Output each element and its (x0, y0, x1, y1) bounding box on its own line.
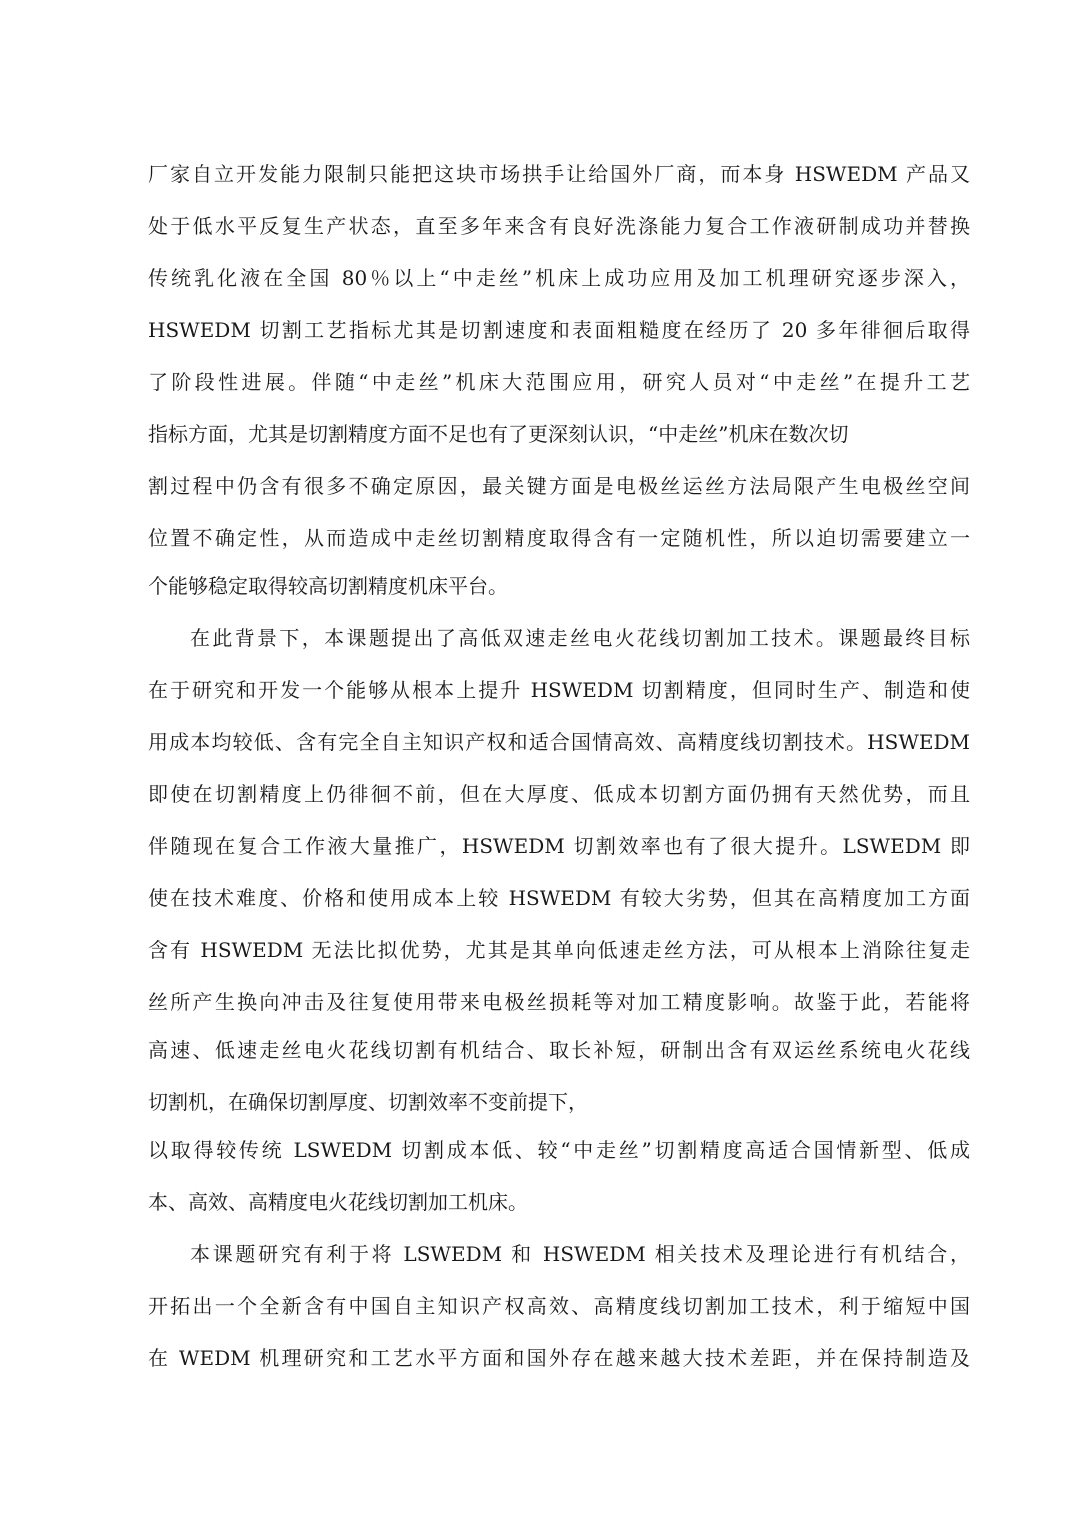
text-line: 割过程中仍含有很多不确定原因，最关键方面是电极丝运丝方法局限产生电极丝空间 (148, 474, 970, 498)
text-line: 在于研究和开发一个能够从根本上提升 HSWEDM 切割精度，但同时生产、制造和使 (148, 678, 970, 702)
text-line: 厂家自立开发能力限制只能把这块市场拱手让给国外厂商，而本身 HSWEDM 产品又 (148, 162, 970, 186)
text-line: 开拓出一个全新含有中国自主知识产权高效、高精度线切割加工技术，利于缩短中国 (148, 1294, 970, 1318)
text-line: 指标方面，尤其是切割精度方面不足也有了更深刻认识，“中走丝”机床在数次切 (148, 422, 849, 446)
text-line: 本课题研究有利于将 LSWEDM 和 HSWEDM 相关技术及理论进行有机结合， (190, 1242, 970, 1266)
text-line: 在 WEDM 机理研究和工艺水平方面和国外存在越来越大技术差距，并在保持制造及 (148, 1346, 970, 1370)
text-line: 本、高效、高精度电火花线切割加工机床。 (148, 1190, 528, 1214)
text-line: 高速、低速走丝电火花线切割有机结合、取长补短，研制出含有双运丝系统电火花线 (148, 1038, 970, 1062)
text-line: 以取得较传统 LSWEDM 切割成本低、较“中走丝”切割精度高适合国情新型、低成 (148, 1138, 970, 1162)
text-line: 伴随现在复合工作液大量推广，HSWEDM 切割效率也有了很大提升。LSWEDM 即 (148, 834, 970, 858)
text-line: 含有 HSWEDM 无法比拟优势，尤其是其单向低速走丝方法，可从根本上消除往复走 (148, 938, 970, 962)
text-line: 处于低水平反复生产状态，直至多年来含有良好洗涤能力复合工作液研制成功并替换 (148, 214, 970, 238)
text-line: 位置不确定性，从而造成中走丝切割精度取得含有一定随机性，所以迫切需要建立一 (148, 526, 970, 550)
text-line: 即使在切割精度上仍徘徊不前，但在大厚度、低成本切割方面仍拥有天然优势，而且 (148, 782, 970, 806)
text-line: 个能够稳定取得较高切割精度机床平台。 (148, 574, 508, 598)
text-line: 在此背景下，本课题提出了高低双速走丝电火花线切割加工技术。课题最终目标 (190, 626, 970, 650)
text-line: HSWEDM 切割工艺指标尤其是切割速度和表面粗糙度在经历了 20 多年徘徊后取得 (148, 318, 970, 342)
text-line: 丝所产生换向冲击及往复使用带来电极丝损耗等对加工精度影响。故鉴于此，若能将 (148, 990, 970, 1014)
text-line: 了阶段性进展。伴随“中走丝”机床大范围应用，研究人员对“中走丝”在提升工艺 (148, 370, 970, 394)
text-line: 用成本均较低、含有完全自主知识产权和适合国情高效、高精度线切割技术。HSWEDM (148, 730, 970, 754)
text-line: 切割机，在确保切割厚度、切割效率不变前提下， (148, 1090, 588, 1114)
text-line: 传统乳化液在全国 80％以上“中走丝”机床上成功应用及加工机理研究逐步深入， (148, 266, 970, 290)
text-line: 使在技术难度、价格和使用成本上较 HSWEDM 有较大劣势，但其在高精度加工方面 (148, 886, 970, 910)
